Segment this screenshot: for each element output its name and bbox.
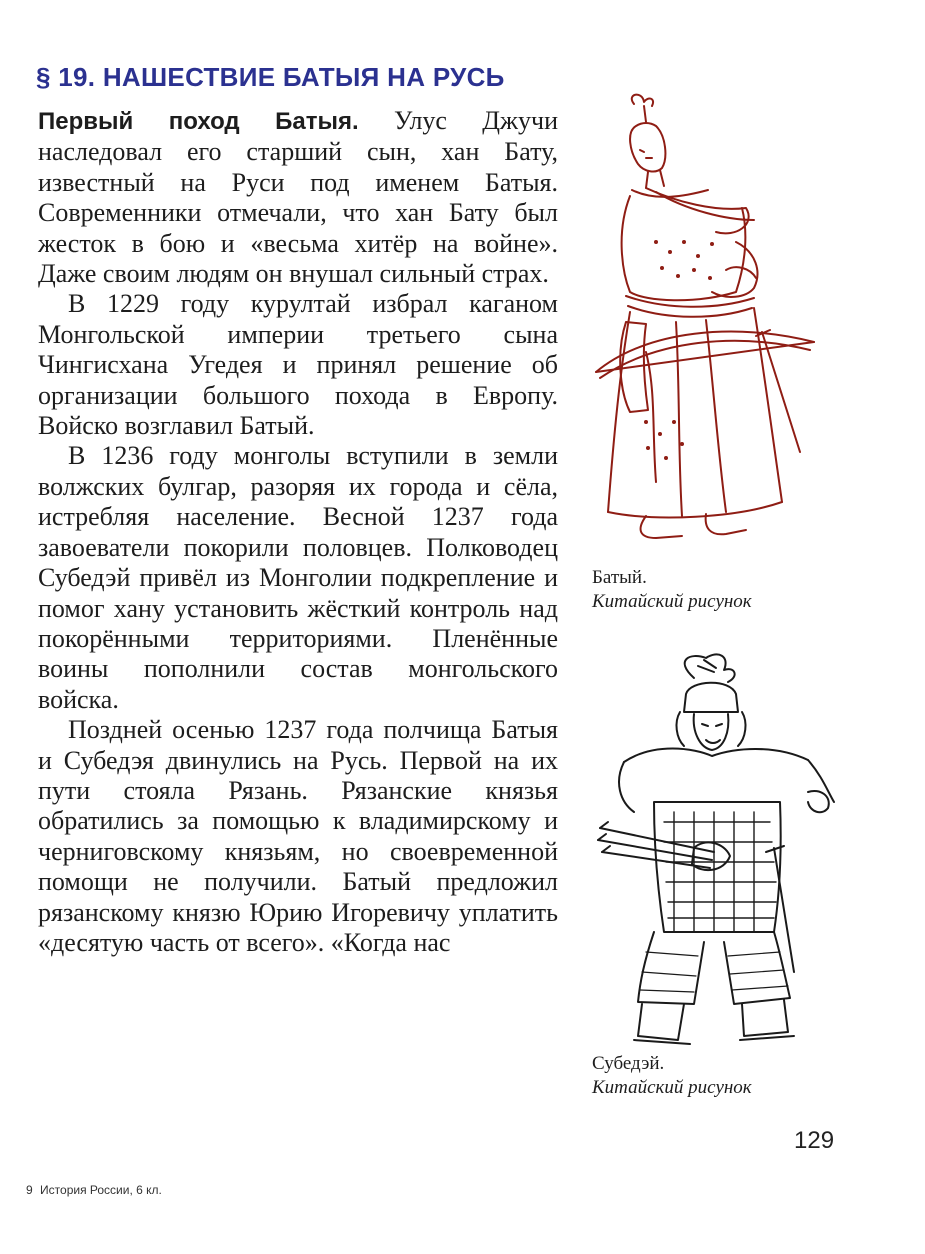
paragraph-2: В 1229 году курултай избрал каганом Монгольской империи третьего сына Чингисхана Угедея и принял решение об организации большого похода в Европу. Войско возглавил Батый.	[38, 289, 558, 441]
subedei-caption-subtitle: Китайский рисунок	[592, 1077, 752, 1098]
subedei-caption	[592, 1052, 752, 1100]
batu-caption	[592, 566, 752, 614]
batu-caption-subtitle: Китайский рисунок	[592, 591, 752, 612]
signature-mark: 9	[26, 1183, 33, 1197]
page-number: 129	[794, 1127, 835, 1154]
paragraph-1-text: Улус Джучи наследовал его старший сын, хан Бату, известный на Руси под именем Батыя. Современники отмечали, что хан Бату был жесток в бою и «весьма хитёр на войне». Даже своим людям он внушал сильный страх.	[38, 106, 558, 289]
main-text-column	[38, 106, 558, 958]
paragraph-1	[38, 106, 558, 289]
subedei-illustration	[594, 652, 839, 1052]
batu-illustration	[586, 92, 826, 552]
subedei-caption-name: Субедэй.	[592, 1053, 665, 1074]
batu-caption-name: Батый.	[592, 567, 647, 588]
paragraph-4: Поздней осенью 1237 года полчища Батыя и Субедэя двинулись на Русь. Первой на их пути стояла Рязань. Рязанские князья обратились за помощью к владимирскому и черниговскому князьям, но своевременной помощи не получили. Батый предложил рязанскому князю Юрию Игоревичу уплатить «десятую часть от всего». «Когда нас	[38, 715, 558, 957]
paragraph-3: В 1236 году монголы вступили в земли волжских булгар, разоряя их города и сёла, истребляя население. Весной 1237 года завоеватели покорили половцев. Полководец Субедэй привёл из Монголии подкрепление и помог хану установить жёсткий контроль над покорёнными территориями. Пленённые воины пополнили состав монгольского войска.	[38, 441, 558, 714]
page-footer	[26, 1183, 162, 1197]
book-title: История России, 6 кл.	[40, 1183, 162, 1197]
section-heading: § 19. НАШЕСТВИЕ БАТЫЯ НА РУСЬ	[36, 62, 505, 92]
run-in-heading: Первый поход Батыя.	[38, 108, 359, 135]
